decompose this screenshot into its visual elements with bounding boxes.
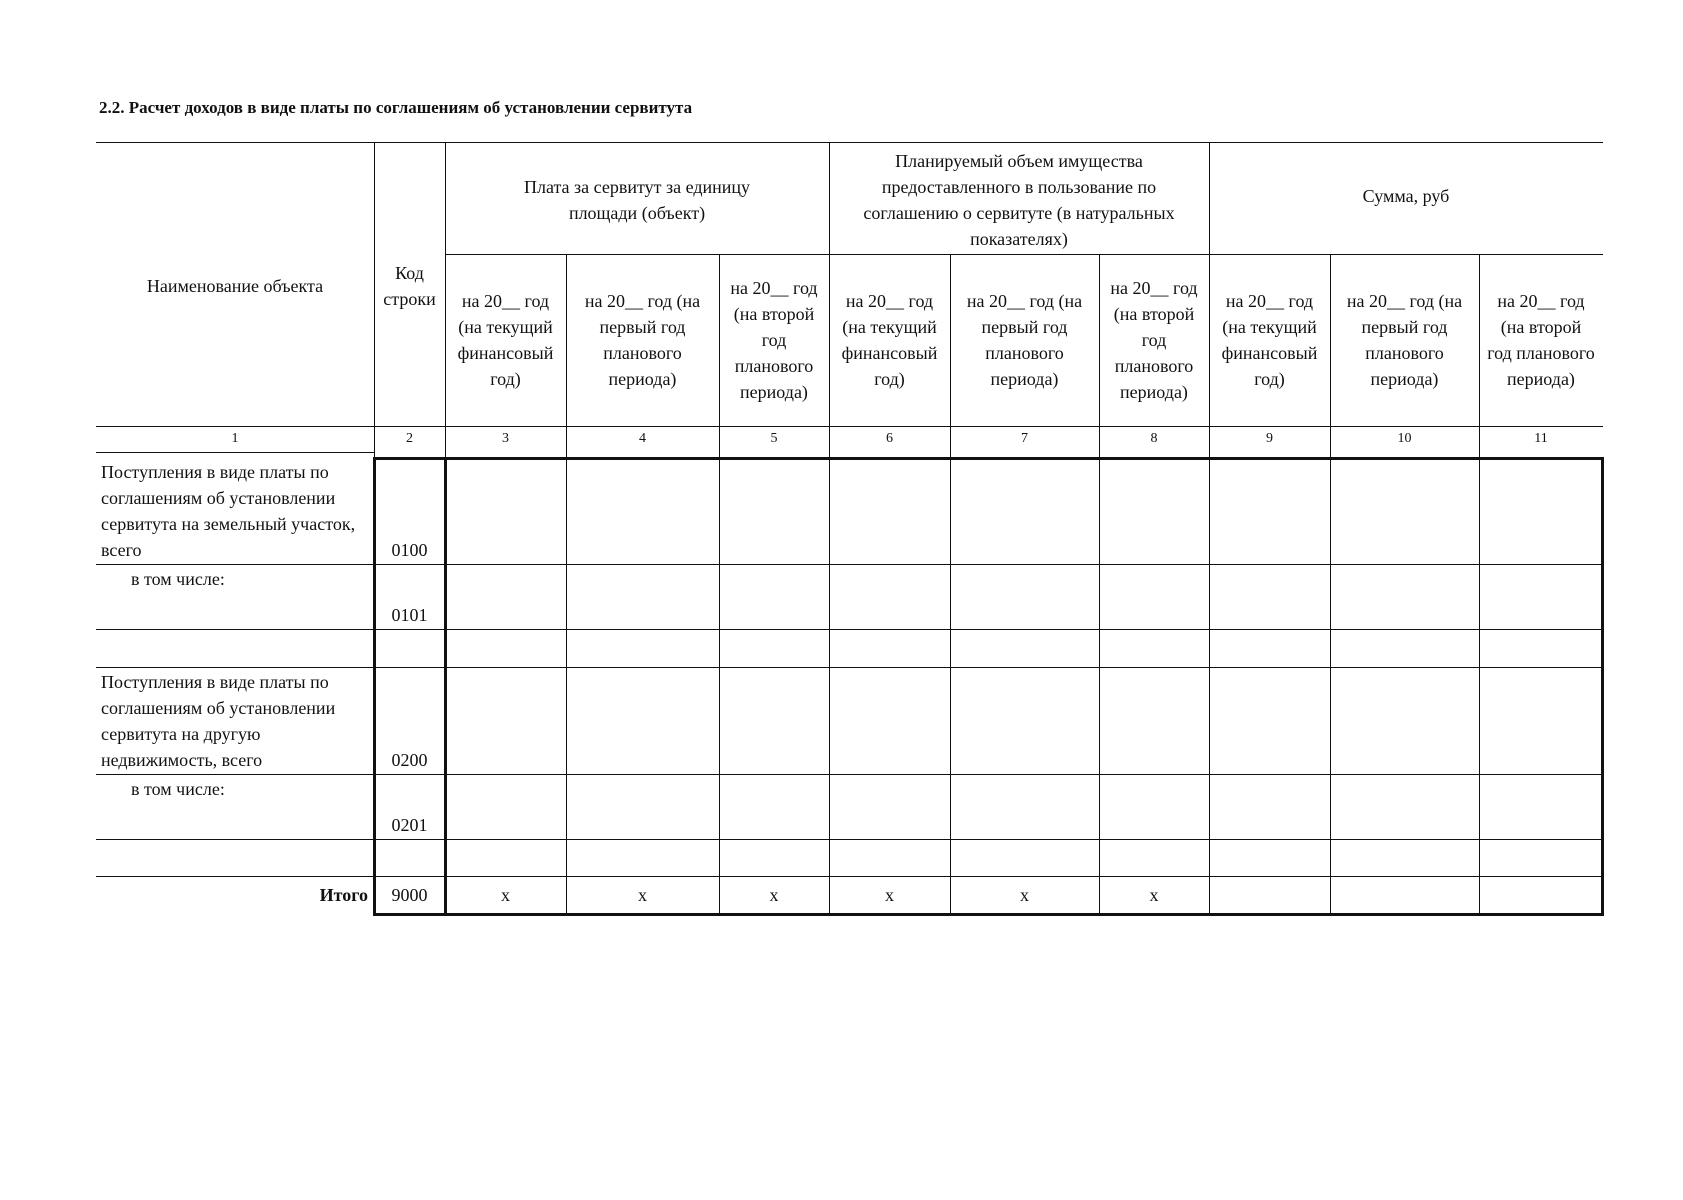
row-code-blank-2	[374, 839, 445, 876]
col-number-10: 10	[1397, 431, 1412, 446]
frame-code-separator	[444, 457, 447, 916]
rule-col-c	[566, 254, 567, 914]
frame-top	[374, 457, 1603, 460]
row-label-blank-1	[96, 629, 374, 667]
header-name-column: Наименование объекта	[146, 276, 324, 296]
rule-col-j	[1479, 254, 1480, 914]
col-number-3: 3	[502, 431, 509, 446]
subheader-col-8: на 20__ год (на второй год планового периода)	[1110, 278, 1198, 402]
col-number-7: 7	[1021, 431, 1028, 446]
subheader-col-9: на 20__ год (на текущий финансовый год)	[1221, 291, 1318, 389]
frame-right	[1601, 457, 1604, 916]
rule-col-b	[445, 142, 446, 458]
header-group-planned-volume: Планируемый объем имущества предоставленного в пользование по соглашению о сервитуте (в натуральных показателях)	[863, 151, 1175, 249]
row-label-other-including: в том числе:	[131, 779, 225, 799]
col-number-8: 8	[1150, 431, 1158, 446]
rule-top	[96, 142, 1603, 143]
rule-row-6	[96, 876, 1603, 877]
rule-col-a	[374, 142, 375, 458]
header-group-fee-per-unit: Плата за сервитут за единицу площади (объект)	[523, 177, 751, 223]
col-number-6: 6	[886, 431, 893, 446]
row-label-land-including: в том числе:	[131, 569, 225, 589]
row-code-0200: 0200	[391, 750, 428, 770]
rule-row-2	[96, 629, 1603, 630]
total-mark-col-4: x	[638, 885, 647, 905]
col-number-1: 1	[231, 431, 239, 446]
subheader-col-4: на 20__ год (на первый год планового периода)	[584, 291, 701, 389]
row-code-0100: 0100	[391, 540, 428, 560]
total-mark-col-8: x	[1149, 885, 1159, 905]
col-number-11: 11	[1534, 431, 1548, 446]
rule-under-sum-group	[1209, 254, 1603, 255]
section-title: 2.2. Расчет доходов в виде платы по соглашениям об установлении сервитута	[99, 98, 693, 117]
subheader-col-6: на 20__ год (на текущий финансовый год)	[841, 291, 938, 389]
subheader-col-10: на 20__ год (на первый год планового периода)	[1346, 291, 1463, 389]
total-code: 9000	[391, 885, 428, 905]
row-code-blank-1	[374, 629, 445, 667]
rule-row-3	[96, 667, 1603, 668]
header-group-sum: Сумма, руб	[1362, 186, 1450, 206]
rule-col-h	[1209, 142, 1210, 914]
rule-under-groups	[445, 254, 1209, 255]
rule-col-f	[950, 254, 951, 914]
col-number-2: 2	[406, 431, 413, 446]
rule-row-4	[96, 774, 1603, 775]
frame-bottom	[374, 913, 1603, 916]
rule-col-i	[1330, 254, 1331, 914]
col-number-9: 9	[1266, 431, 1273, 446]
rule-col-d	[719, 254, 720, 914]
subheader-col-7: на 20__ год (на первый год планового периода)	[966, 291, 1083, 389]
col-number-5: 5	[770, 431, 778, 446]
row-label-blank-2	[96, 839, 374, 876]
total-mark-col-3: x	[501, 885, 510, 905]
col-number-4: 4	[639, 431, 646, 446]
revenue-table	[96, 142, 1603, 919]
rule-row-1	[96, 564, 1603, 565]
rule-above-numbers	[96, 426, 1603, 427]
rule-below-numbers	[96, 452, 374, 453]
row-code-0101: 0101	[391, 605, 428, 625]
total-mark-col-6: x	[885, 885, 894, 905]
total-label: Итого	[319, 885, 368, 905]
rule-col-e	[829, 142, 830, 914]
rule-col-g	[1099, 254, 1100, 914]
subheader-col-3: на 20__ год (на текущий финансовый год)	[457, 291, 554, 389]
header-code-column: Код строки	[383, 263, 436, 309]
rule-row-5	[96, 839, 1603, 840]
total-mark-col-7: x	[1020, 885, 1029, 905]
total-mark-col-5: x	[769, 885, 779, 905]
subheader-col-11: на 20__ год (на второй год планового периода)	[1487, 291, 1595, 389]
row-code-0201: 0201	[391, 815, 428, 835]
frame-left	[373, 457, 376, 916]
row-label-other-total: Поступления в виде платы по соглашениям об установлении сервитута на другую недвижимость, всего	[101, 672, 336, 770]
row-label-land-total: Поступления в виде платы по соглашениям об установлении сервитута на земельный участок, всего	[101, 462, 356, 560]
subheader-col-5: на 20__ год (на второй год планового периода)	[730, 278, 818, 402]
